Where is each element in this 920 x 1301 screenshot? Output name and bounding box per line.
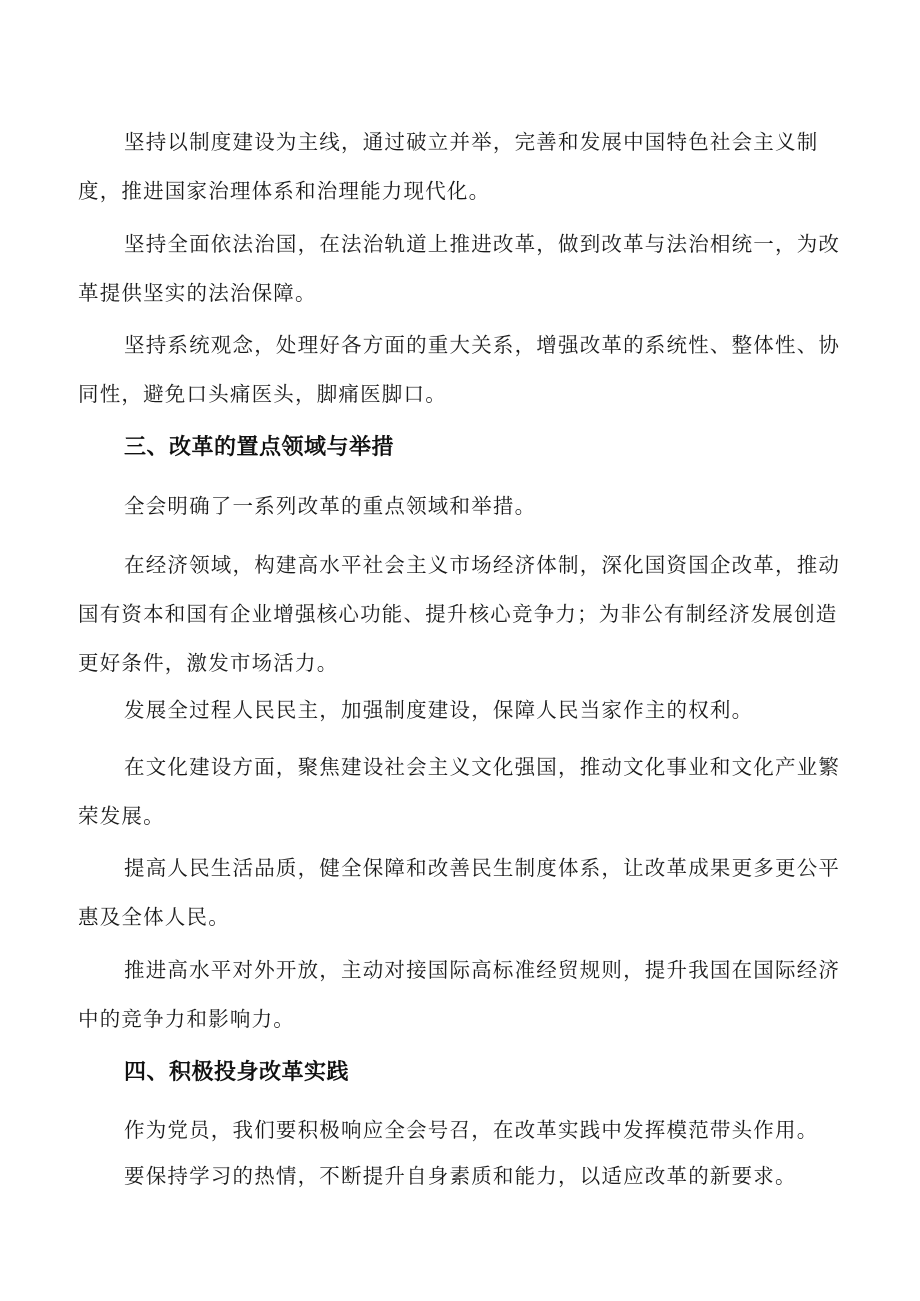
paragraph: 全会明确了一系列改革的重点领域和举措。 [124, 494, 537, 518]
paragraph: 在文化建设方面，聚焦建设社会主义文化强国，推动文化事业和文化产业繁荣发展。 [78, 755, 841, 828]
paragraph: 作为党员，我们要积极响应全会号召，在改革实践中发挥模范带头作用。 [124, 1118, 819, 1142]
section-heading: 三、改革的置点领域与举措 [124, 435, 395, 460]
paragraph: 提高人民生活品质，健全保障和改善民生制度体系，让改革成果更多更公平惠及全体人民。 [78, 856, 841, 929]
paragraph: 坚持以制度建设为主线，通过破立并举，完善和发展中国特色社会主义制度，推进国家治理体系和治理能力现代化。 [78, 130, 819, 203]
paragraph: 坚持全面依法治国，在法治轨道上推进改革，做到改革与法治相统一，为改革提供坚实的法治保障。 [78, 232, 841, 305]
paragraph: 发展全过程人民民主，加强制度建设，保障人民当家作主的权利。 [124, 698, 754, 722]
section-heading: 四、积极投身改革实践 [124, 1060, 350, 1085]
paragraph: 推进高水平对外开放，主动对接国际高标准经贸规则，提升我国在国际经济中的竞争力和影响力。 [78, 958, 841, 1031]
paragraph: 坚持系统观念，处理好各方面的重大关系，增强改革的系统性、整体性、协同性，避免口头痛医头，脚痛医脚口。 [78, 333, 841, 406]
paragraph: 在经济领域，构建高水平社会主义市场经济体制，深化国资国企改革，推动国有资本和国有企业增强核心功能、提升核心竞争力；为非公有制经济发展创造更好条件，激发市场活力。 [78, 553, 841, 675]
paragraph: 要保持学习的热情，不断提升自身素质和能力，以适应改革的新要求。 [124, 1164, 797, 1188]
